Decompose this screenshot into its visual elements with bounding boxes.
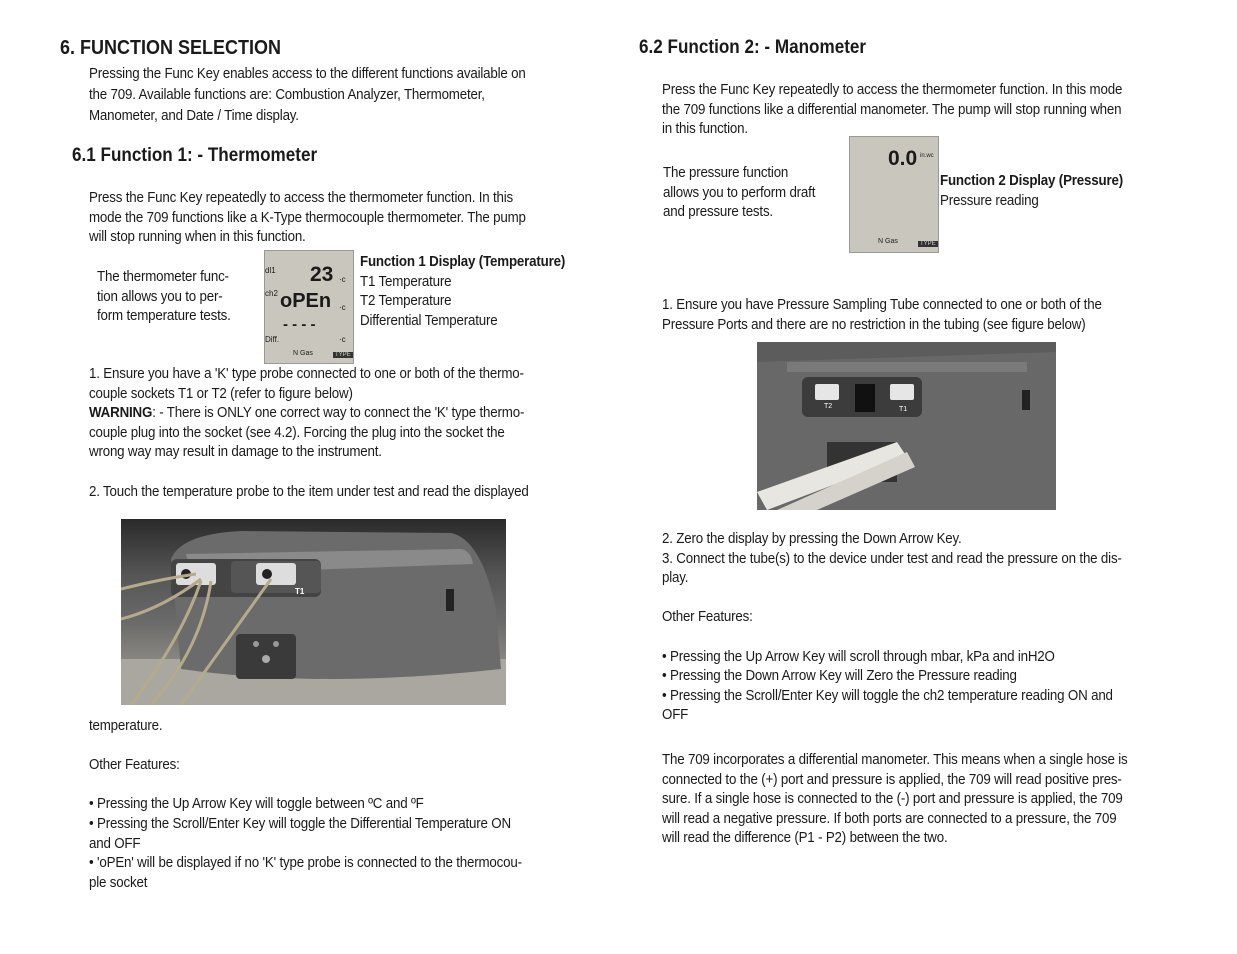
thermocouple-photo	[121, 519, 506, 705]
manometer-subtitle: 6.2 Function 2: - Manometer	[639, 37, 867, 58]
lcd-diff-label: Diff.	[265, 335, 280, 344]
manometer-features: 2. Zero the display by pressing the Down Arrow Key. 3. Connect the tube(s) to the device under test and read the pressure on the dis- play. Other Features: • Pressing the Up Arrow Key will scroll through mbar, kPa and inH2O • Pressing the Down Arrow Key will Zero the Pressure reading • Pressing the Scroll/Enter Key will toggle the ch2 temperature reading ON and OFF	[662, 531, 1122, 724]
lcd-ch2-label: ch2	[265, 289, 278, 298]
lcd-unit1: ·c	[339, 275, 346, 284]
section-title: 6. FUNCTION SELECTION	[60, 37, 282, 59]
thermometer-side-text: The thermometer func- tion allows you to per- form temperature tests.	[97, 269, 231, 325]
list-item: • 'oPEn' will be displayed if no 'K' type probe is connected to the thermocou-	[89, 855, 522, 872]
list-item: • Pressing the Scroll/Enter Key will toggle the Differential Temperature ON	[89, 815, 511, 832]
lcd-t1-value: 23	[310, 263, 334, 286]
list-item: • Pressing the Scroll/Enter Key will toggle the ch2 temperature reading ON and	[662, 687, 1113, 704]
temperature-lcd-display	[264, 250, 354, 364]
manometer-paragraph: Press the Func Key repeatedly to access the thermometer function. In this mode the 709 functions like a differential manometer. The pump will stop running when in this function.	[662, 82, 1123, 138]
thermocouple-device-illustration	[121, 519, 506, 705]
lcd-t2-value: oPEn	[280, 290, 332, 312]
manometer-closing-paragraph: The 709 incorporates a differential manometer. This means when a single hose is connected to the (+) port and pressure is applied, the 709 will read positive pres- sure. If a single hose is connected to the (-) port and pressure is applied, the 709 will read a negative pressure. If both ports are connected to a pressure, the 709 will read the difference (P1 - P2) between the two.	[662, 752, 1128, 847]
thermometer-paragraph: Press the Func Key repeatedly to access the thermometer function. In this mode the 709 functions like a K-Type thermocouple thermometer. The pump will stop running when in this function.	[89, 190, 526, 246]
list-item: • Pressing the Down Arrow Key will Zero the Pressure reading	[662, 668, 1017, 685]
function1-legend: Function 1 Display (Temperature) T1 Temperature T2 Temperature Differential Temperature	[360, 254, 566, 329]
thermometer-subtitle: 6.1 Function 1: - Thermometer	[72, 145, 318, 166]
function1-display-title: Function 1 Display (Temperature)	[360, 254, 566, 270]
warning-label: WARNING	[89, 405, 153, 422]
lcd-pressure-value: 0.0	[888, 147, 918, 170]
manometer-side-text: The pressure function allows you to perform draft and pressure tests.	[663, 165, 816, 221]
photo-t2-label: T2	[824, 403, 833, 410]
photo-t1-label: T1	[295, 587, 305, 596]
lcd-status: N Gas	[878, 238, 898, 245]
pressure-lcd-display	[849, 136, 939, 253]
lcd-unit2: ·c	[339, 303, 346, 312]
lcd-pressure-unit: in.wc	[920, 153, 934, 159]
lcd-badge: TYPE	[335, 352, 351, 358]
manometer-step1: 1. Ensure you have Pressure Sampling Tube connected to one or both of the Pressure Ports and there are no restriction in the tubing (see figure below)	[662, 297, 1102, 333]
thermometer-steps: 1. Ensure you have a 'K' type probe connected to one or both of the thermo- couple sockets T1 or T2 (refer to figure below) WARNING: - There is ONLY one correct way to connect the 'K' type thermo- couple plug into the socket (see 4.2). Forcing the plug into the socket the wrong way may result in damage to the instrument. 2. Touch the temperature probe to the item under test and read the displayed	[89, 366, 529, 500]
pressure-device-illustration	[757, 342, 1056, 510]
lcd-dashes: - - - -	[283, 316, 316, 333]
lcd-ch1-label: dl1	[265, 266, 276, 275]
thermometer-features: temperature. Other Features: • Pressing the Up Arrow Key will toggle between ºC and ºF • Pressing the Scroll/Enter Key will toggle the Differential Temperature ON and OFF • 'oPEn' will be displayed if no 'K' type probe is connected to the thermocou- ple socket	[89, 718, 522, 891]
photo-t1-label: T1	[899, 406, 908, 413]
pressure-ports-photo	[757, 342, 1056, 510]
function2-legend: Function 2 Display (Pressure) Pressure reading	[940, 173, 1123, 209]
lcd-badge: TYPE	[920, 241, 936, 247]
list-item: • Pressing the Up Arrow Key will scroll through mbar, kPa and inH2O	[662, 648, 1055, 665]
intro-paragraph: Pressing the Func Key enables access to the different functions available on the 709. Available functions are: Combustion Analyzer, Thermometer, Manometer, and Date / Time display.	[89, 66, 526, 124]
list-item: • Pressing the Up Arrow Key will toggle between ºC and ºF	[89, 796, 424, 813]
lcd-status: N Gas	[293, 350, 313, 357]
lcd-unit3: ·c	[339, 335, 346, 344]
function2-display-title: Function 2 Display (Pressure)	[940, 173, 1123, 189]
